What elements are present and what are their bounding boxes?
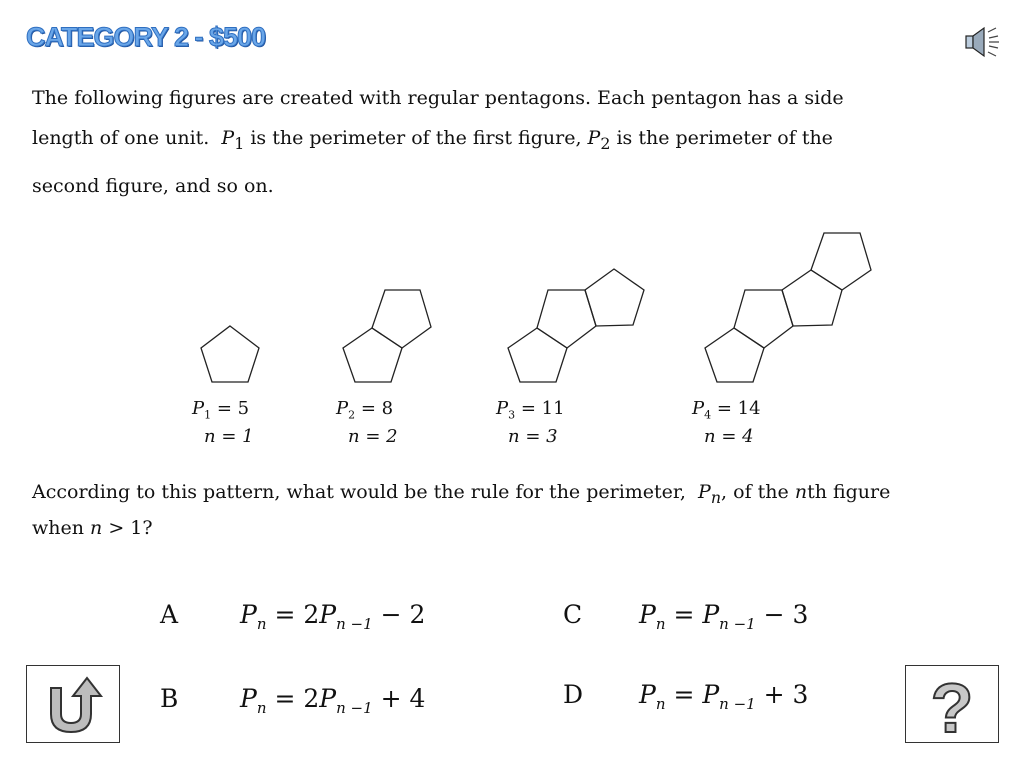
pentagon (585, 269, 644, 326)
intro-line-3: second figure, and so on. (32, 175, 274, 197)
figure-label-3: $P_3 = 11$ n = 3 (496, 398, 565, 447)
pentagon (705, 328, 764, 382)
u-turn-arrow-icon (27, 666, 119, 742)
back-button[interactable] (26, 665, 120, 743)
choice-d[interactable]: D $P_n = P_{n -1} + 3$ (563, 680, 809, 713)
pentagon (343, 328, 402, 382)
pentagon (782, 270, 842, 326)
figure-label-4: $P_4 = 14$ n = 4 (692, 398, 761, 447)
svg-text:?: ? (930, 669, 974, 742)
pentagon (372, 290, 431, 348)
pentagon (508, 328, 567, 382)
category-title: CATEGORY 2 - $500 (26, 22, 266, 52)
figure-label-1: $P_1 = 5$ n = 1 (192, 398, 254, 447)
choice-b[interactable]: B $P_n = 2P_{n -1} + 4$ (160, 684, 426, 717)
choice-a[interactable]: A $P_n = 2P_{n -1} - 2$ (160, 600, 426, 633)
pentagon (811, 233, 871, 290)
question-line-1: According to this pattern, what would be the rule for the perimeter, $P_n$, of the nth figure (32, 481, 891, 507)
intro-line-2: length of one unit. $P_1$ is the perimeter of the first figure, $P_2$ is the perimeter of the (32, 127, 833, 153)
intro-line-1: The following figures are created with regular pentagons. Each pentagon has a side (32, 87, 844, 109)
question-line-2: when n > 1? (32, 517, 153, 539)
choice-c[interactable]: C $P_n = P_{n -1} - 3$ (563, 600, 809, 633)
figure-label-2: $P_2 = 8$ n = 2 (336, 398, 398, 447)
help-button[interactable] (905, 665, 999, 743)
pentagon (201, 326, 259, 382)
question-mark-icon (906, 666, 998, 742)
